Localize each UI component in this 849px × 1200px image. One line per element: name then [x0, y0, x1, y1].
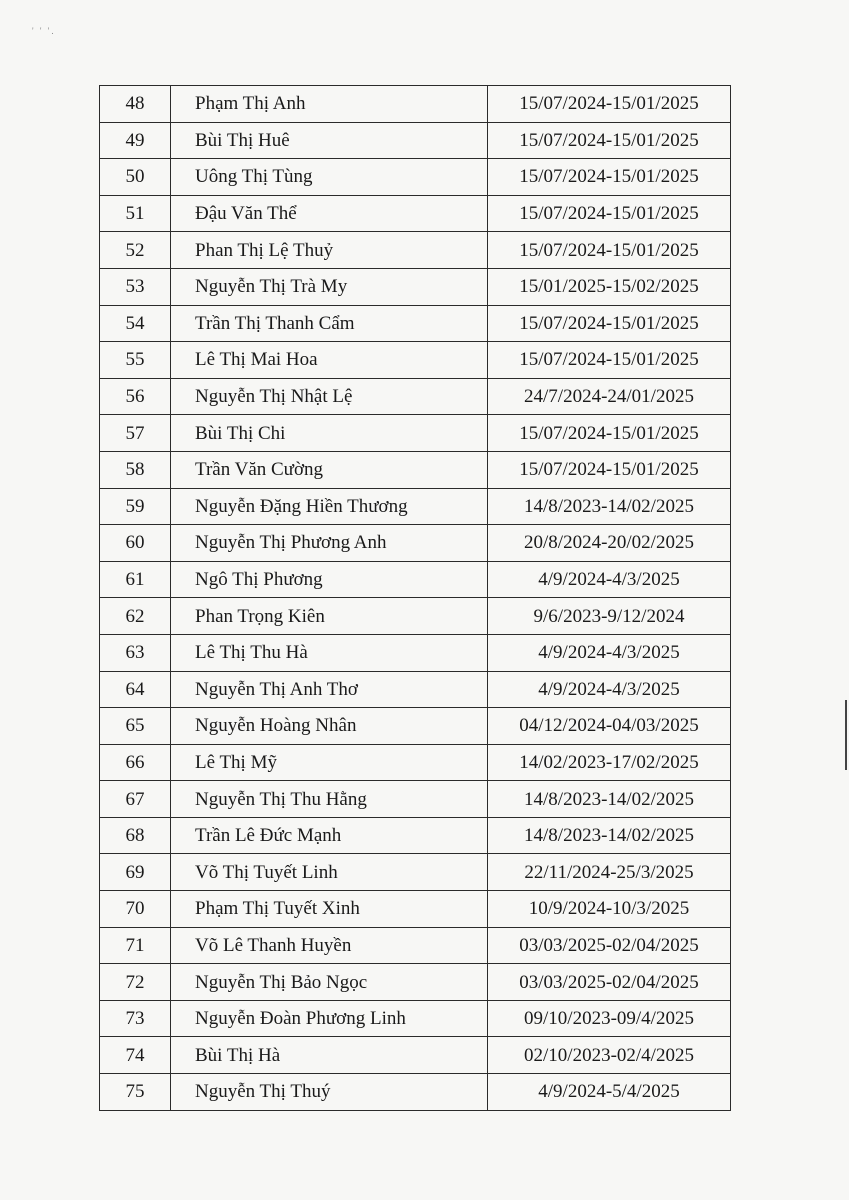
row-name-cell: Lê Thị Thu Hà — [171, 634, 488, 671]
row-period-cell: 15/07/2024-15/01/2025 — [488, 195, 731, 232]
row-number-cell: 68 — [100, 817, 171, 854]
row-name-cell: Nguyễn Thị Nhật Lệ — [171, 378, 488, 415]
scan-edge-mark — [845, 700, 847, 770]
row-name-cell: Lê Thị Mỹ — [171, 744, 488, 781]
row-period-cell: 20/8/2024-20/02/2025 — [488, 525, 731, 562]
row-number-cell: 73 — [100, 1000, 171, 1037]
table-row — [100, 744, 731, 781]
table-row — [100, 634, 731, 671]
table-row — [100, 451, 731, 488]
row-name-cell: Nguyễn Thị Thuý — [171, 1074, 488, 1111]
row-period-cell: 4/9/2024-4/3/2025 — [488, 671, 731, 708]
row-number-cell: 51 — [100, 195, 171, 232]
table-row — [100, 1074, 731, 1111]
row-name-cell: Lê Thị Mai Hoa — [171, 342, 488, 379]
table-row — [100, 671, 731, 708]
row-number-cell: 54 — [100, 305, 171, 342]
table-row — [100, 415, 731, 452]
row-name-cell: Nguyễn Thị Trà My — [171, 268, 488, 305]
row-number-cell: 67 — [100, 781, 171, 818]
row-name-cell: Phan Thị Lệ Thuỷ — [171, 232, 488, 269]
row-name-cell: Phan Trọng Kiên — [171, 598, 488, 635]
table-row — [100, 525, 731, 562]
roster-table — [99, 85, 731, 1111]
table-row — [100, 342, 731, 379]
row-period-cell: 15/01/2025-15/02/2025 — [488, 268, 731, 305]
row-name-cell: Nguyễn Thị Thu Hằng — [171, 781, 488, 818]
table-row — [100, 964, 731, 1001]
row-number-cell: 52 — [100, 232, 171, 269]
row-name-cell: Nguyễn Đặng Hiền Thương — [171, 488, 488, 525]
table-row — [100, 891, 731, 928]
table-row — [100, 817, 731, 854]
row-number-cell: 61 — [100, 561, 171, 598]
row-period-cell: 14/8/2023-14/02/2025 — [488, 488, 731, 525]
row-number-cell: 59 — [100, 488, 171, 525]
row-period-cell: 14/02/2023-17/02/2025 — [488, 744, 731, 781]
row-number-cell: 53 — [100, 268, 171, 305]
row-period-cell: 14/8/2023-14/02/2025 — [488, 781, 731, 818]
row-name-cell: Trần Thị Thanh Cẩm — [171, 305, 488, 342]
row-period-cell: 4/9/2024-5/4/2025 — [488, 1074, 731, 1111]
row-period-cell: 09/10/2023-09/4/2025 — [488, 1000, 731, 1037]
row-period-cell: 24/7/2024-24/01/2025 — [488, 378, 731, 415]
row-number-cell: 69 — [100, 854, 171, 891]
table-row — [100, 488, 731, 525]
table-row — [100, 86, 731, 123]
row-period-cell: 15/07/2024-15/01/2025 — [488, 232, 731, 269]
row-period-cell: 04/12/2024-04/03/2025 — [488, 708, 731, 745]
row-number-cell: 58 — [100, 451, 171, 488]
row-period-cell: 03/03/2025-02/04/2025 — [488, 927, 731, 964]
row-name-cell: Nguyễn Hoàng Nhân — [171, 708, 488, 745]
row-name-cell: Nguyễn Thị Phương Anh — [171, 525, 488, 562]
row-name-cell: Trần Lê Đức Mạnh — [171, 817, 488, 854]
row-number-cell: 63 — [100, 634, 171, 671]
row-number-cell: 48 — [100, 86, 171, 123]
row-number-cell: 72 — [100, 964, 171, 1001]
row-number-cell: 74 — [100, 1037, 171, 1074]
row-number-cell: 60 — [100, 525, 171, 562]
row-period-cell: 10/9/2024-10/3/2025 — [488, 891, 731, 928]
row-period-cell: 22/11/2024-25/3/2025 — [488, 854, 731, 891]
row-number-cell: 71 — [100, 927, 171, 964]
row-period-cell: 15/07/2024-15/01/2025 — [488, 305, 731, 342]
table-row — [100, 598, 731, 635]
table-row — [100, 159, 731, 196]
row-number-cell: 55 — [100, 342, 171, 379]
row-number-cell: 49 — [100, 122, 171, 159]
row-number-cell: 64 — [100, 671, 171, 708]
row-number-cell: 65 — [100, 708, 171, 745]
table-row — [100, 122, 731, 159]
table-row — [100, 781, 731, 818]
row-name-cell: Bùi Thị Chi — [171, 415, 488, 452]
table-row — [100, 927, 731, 964]
page-corner-mark: ' ' '. — [32, 26, 56, 36]
table-row — [100, 268, 731, 305]
row-period-cell: 4/9/2024-4/3/2025 — [488, 561, 731, 598]
table-row — [100, 708, 731, 745]
table-row — [100, 195, 731, 232]
row-period-cell: 15/07/2024-15/01/2025 — [488, 122, 731, 159]
table-row — [100, 561, 731, 598]
row-name-cell: Ngô Thị Phương — [171, 561, 488, 598]
table-row — [100, 232, 731, 269]
row-name-cell: Trần Văn Cường — [171, 451, 488, 488]
roster-table-body — [100, 86, 731, 1111]
row-period-cell: 15/07/2024-15/01/2025 — [488, 342, 731, 379]
row-number-cell: 70 — [100, 891, 171, 928]
row-number-cell: 56 — [100, 378, 171, 415]
table-row — [100, 305, 731, 342]
table-row — [100, 1000, 731, 1037]
row-period-cell: 15/07/2024-15/01/2025 — [488, 86, 731, 123]
row-number-cell: 75 — [100, 1074, 171, 1111]
row-name-cell: Bùi Thị Hà — [171, 1037, 488, 1074]
row-period-cell: 02/10/2023-02/4/2025 — [488, 1037, 731, 1074]
table-row — [100, 1037, 731, 1074]
table-row — [100, 854, 731, 891]
row-number-cell: 62 — [100, 598, 171, 635]
row-period-cell: 15/07/2024-15/01/2025 — [488, 415, 731, 452]
row-number-cell: 57 — [100, 415, 171, 452]
row-name-cell: Võ Thị Tuyết Linh — [171, 854, 488, 891]
row-period-cell: 03/03/2025-02/04/2025 — [488, 964, 731, 1001]
row-number-cell: 50 — [100, 159, 171, 196]
row-name-cell: Phạm Thị Tuyết Xinh — [171, 891, 488, 928]
row-name-cell: Võ Lê Thanh Huyền — [171, 927, 488, 964]
table-row — [100, 378, 731, 415]
row-number-cell: 66 — [100, 744, 171, 781]
row-name-cell: Bùi Thị Huê — [171, 122, 488, 159]
row-period-cell: 14/8/2023-14/02/2025 — [488, 817, 731, 854]
row-name-cell: Nguyễn Đoàn Phương Linh — [171, 1000, 488, 1037]
row-period-cell: 9/6/2023-9/12/2024 — [488, 598, 731, 635]
row-name-cell: Phạm Thị Anh — [171, 86, 488, 123]
row-name-cell: Nguyễn Thị Bảo Ngọc — [171, 964, 488, 1001]
row-name-cell: Đậu Văn Thể — [171, 195, 488, 232]
row-name-cell: Uông Thị Tùng — [171, 159, 488, 196]
row-period-cell: 15/07/2024-15/01/2025 — [488, 451, 731, 488]
row-period-cell: 4/9/2024-4/3/2025 — [488, 634, 731, 671]
row-name-cell: Nguyễn Thị Anh Thơ — [171, 671, 488, 708]
row-period-cell: 15/07/2024-15/01/2025 — [488, 159, 731, 196]
